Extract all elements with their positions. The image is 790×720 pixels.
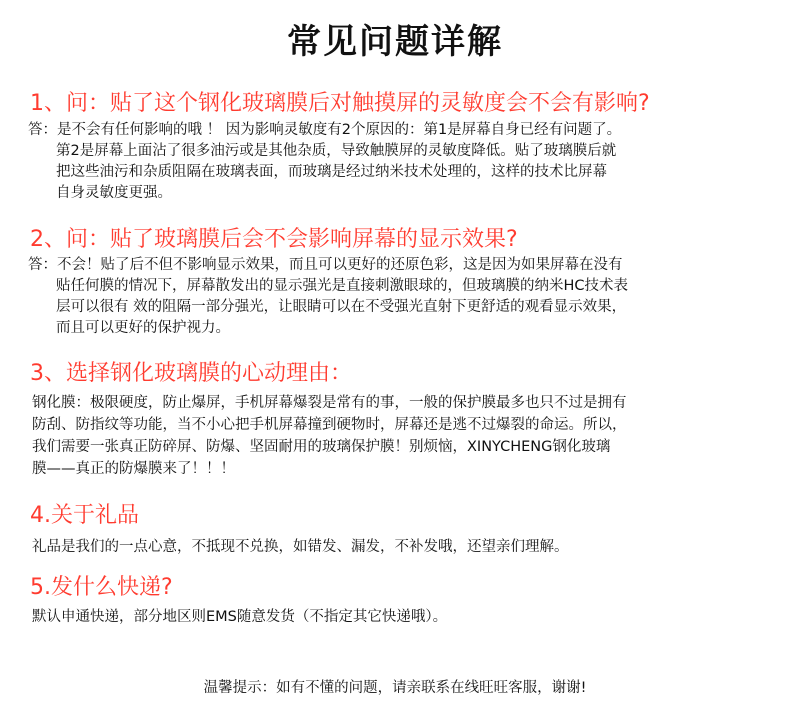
faq-question-4: 4.关于礼品 — [30, 503, 139, 528]
faq-answer-3-line-1: 钢化膜：极限硬度，防止爆屏，手机屏幕爆裂是常有的事，一般的保护膜最多也只不过是拥有 — [32, 395, 627, 411]
faq-answer-2-line-1: 答：不会！贴了后不但不影响显示效果，而且可以更好的还原色彩，这是因为如果屏幕在没有 — [28, 257, 623, 273]
faq-answer-3-line-2: 防刮、防指纹等功能，当不小心把手机屏幕撞到硬物时，屏幕还是逃不过爆裂的命运。所以， — [32, 417, 627, 433]
faq-answer-1-line-3: 把这些油污和杂质阻隔在玻璃表面，而玻璃是经过纳米技术处理的，这样的技术比屏幕 — [56, 164, 607, 180]
faq-answer-3-line-3: 我们需要一张真正防碎屏、防爆、坚固耐用的玻璃保护膜！别烦恼，XINYCHENG钢化玻璃 — [32, 439, 611, 455]
faq-answer-1-line-2: 第2是屏幕上面沾了很多油污或是其他杂质，导致触膜屏的灵敏度降低。贴了玻璃膜后就 — [56, 143, 617, 159]
page-title: 常见问题详解 — [287, 22, 503, 62]
faq-question-2: 2、问：贴了玻璃膜后会不会影响屏幕的显示效果? — [30, 227, 518, 252]
faq-answer-1 — [28, 120, 621, 204]
faq-answer-1-line-4: 自身灵敏度更强。 — [56, 185, 172, 201]
faq-question-5: 5.发什么快递? — [30, 575, 173, 600]
faq-answer-2-line-3: 层可以很有 效的阻隔一部分强光，让眼睛可以在不受强光直射下更舒适的观看显示效果， — [56, 299, 627, 315]
faq-answer-2 — [28, 255, 628, 339]
faq-answer-4: 礼品是我们的一点心意，不抵现不兑换，如错发、漏发，不补发哦，还望亲们理解。 — [32, 539, 569, 555]
faq-answer-2-line-2: 贴任何膜的情况下，屏幕散发出的显示强光是直接刺激眼球的，但玻璃膜的纳米HC技术表 — [56, 278, 629, 294]
faq-question-1: 1、问：贴了这个钢化玻璃膜后对触摸屏的灵敏度会不会有影响? — [30, 91, 650, 116]
faq-answer-2-line-4: 而且可以更好的保护视力。 — [56, 320, 230, 336]
faq-answer-5: 默认申通快递，部分地区则EMS随意发货（不指定其它快递哦）。 — [32, 609, 448, 625]
faq-answer-3 — [32, 392, 627, 480]
footer-tip: 温馨提示：如有不懂的问题，请亲联系在线旺旺客服，谢谢! — [203, 680, 587, 696]
faq-answer-1-line-1: 答：是不会有任何影响的哦 ！ 因为影响灵敏度有2个原因的：第1是屏幕自身已经有问题了。 — [28, 122, 622, 138]
faq-question-3: 3、选择钢化玻璃膜的心动理由： — [30, 361, 352, 386]
faq-answer-3-line-4: 膜——真正的防爆膜来了！！！ — [32, 461, 235, 477]
